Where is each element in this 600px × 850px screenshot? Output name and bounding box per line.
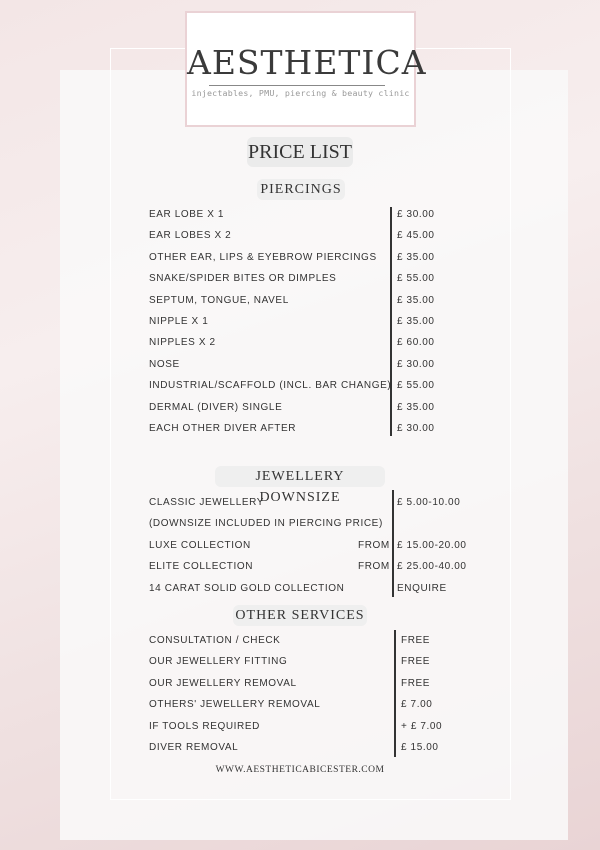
piercings-item-price: £ 35.00 bbox=[397, 294, 435, 306]
other-item-price: FREE bbox=[401, 635, 431, 646]
piercings-item-name: DERMAL (DIVER) SINGLE bbox=[149, 401, 283, 413]
other-item-price: + £ 7.00 bbox=[401, 720, 443, 732]
jewellery-item-price: £ 5.00-10.00 bbox=[397, 497, 461, 508]
other-item-name: OTHERS' JEWELLERY REMOVAL bbox=[149, 699, 321, 711]
piercings-item-name: INDUSTRIAL/SCAFFOLD (INCL. BAR CHANGE) bbox=[149, 380, 392, 392]
piercings-item-name: SNAKE/SPIDER BITES OR DIMPLES bbox=[149, 273, 337, 285]
other-item-price: FREE bbox=[401, 677, 431, 689]
other-item-price: £ 15.00 bbox=[401, 742, 439, 753]
piercings-item-price: £ 35.00 bbox=[397, 401, 435, 413]
other-item-name: OUR JEWELLERY FITTING bbox=[149, 656, 288, 668]
page-title: PRICE LIST bbox=[247, 137, 353, 167]
jewellery-item-name: (DOWNSIZE INCLUDED IN PIERCING PRICE) bbox=[149, 518, 383, 530]
logo-title: AESTHETICA bbox=[187, 43, 427, 82]
jewellery-item-price: £ 15.00-20.00 bbox=[397, 539, 467, 551]
piercings-item-name: OTHER EAR, LIPS & EYEBROW PIERCINGS bbox=[149, 251, 377, 263]
website-link[interactable]: WWW.AESTHETICABICESTER.COM bbox=[215, 765, 385, 775]
piercings-item-price: £ 45.00 bbox=[397, 230, 435, 242]
logo-divider bbox=[209, 85, 385, 86]
piercings-item-price: £ 55.00 bbox=[397, 380, 435, 392]
piercings-item-price: £ 55.00 bbox=[397, 273, 435, 285]
jewellery-item-name: LUXE COLLECTION bbox=[149, 539, 251, 551]
piercings-item-name: NIPPLE X 1 bbox=[149, 316, 209, 327]
piercings-divider bbox=[390, 207, 392, 436]
other-item-price: £ 7.00 bbox=[401, 699, 433, 711]
piercings-item-name: EACH OTHER DIVER AFTER bbox=[149, 423, 297, 434]
logo bbox=[185, 11, 427, 127]
other-item-price: FREE bbox=[401, 656, 431, 668]
other-services-divider bbox=[394, 630, 396, 757]
piercings-item-name: EAR LOBES X 2 bbox=[149, 230, 232, 242]
jewellery-item-from: FROM bbox=[358, 561, 390, 573]
piercings-item-name: EAR LOBE X 1 bbox=[149, 209, 225, 220]
piercings-item-price: £ 35.00 bbox=[397, 251, 435, 263]
piercings-item-price: £ 30.00 bbox=[397, 209, 435, 220]
jewellery-item-name: ELITE COLLECTION bbox=[149, 561, 254, 573]
other-services-heading: OTHER SERVICES bbox=[233, 605, 367, 626]
piercings-item-price: £ 60.00 bbox=[397, 337, 435, 349]
jewellery-divider bbox=[392, 490, 394, 597]
piercings-heading: PIERCINGS bbox=[257, 179, 345, 200]
piercings-item-name: SEPTUM, TONGUE, NAVEL bbox=[149, 294, 289, 306]
piercings-item-price: £ 30.00 bbox=[397, 358, 435, 370]
other-item-name: IF TOOLS REQUIRED bbox=[149, 720, 260, 732]
piercings-item-price: £ 30.00 bbox=[397, 423, 435, 434]
piercings-item-name: NOSE bbox=[149, 358, 180, 370]
other-item-name: OUR JEWELLERY REMOVAL bbox=[149, 677, 297, 689]
logo-subtitle: injectables, PMU, piercing & beauty clinic bbox=[191, 88, 410, 98]
jewellery-item-name: CLASSIC JEWELLERY bbox=[149, 497, 265, 508]
piercings-item-name: NIPPLES X 2 bbox=[149, 337, 216, 349]
piercings-item-price: £ 35.00 bbox=[397, 316, 435, 327]
jewellery-heading: JEWELLERY DOWNSIZE bbox=[215, 466, 385, 487]
jewellery-item-from: FROM bbox=[358, 539, 390, 551]
jewellery-item-price: £ 25.00-40.00 bbox=[397, 561, 467, 573]
jewellery-item-name: 14 CARAT SOLID GOLD COLLECTION bbox=[149, 582, 345, 594]
other-item-name: DIVER REMOVAL bbox=[149, 742, 239, 753]
other-item-name: CONSULTATION / CHECK bbox=[149, 635, 281, 646]
jewellery-item-price: ENQUIRE bbox=[397, 582, 447, 594]
